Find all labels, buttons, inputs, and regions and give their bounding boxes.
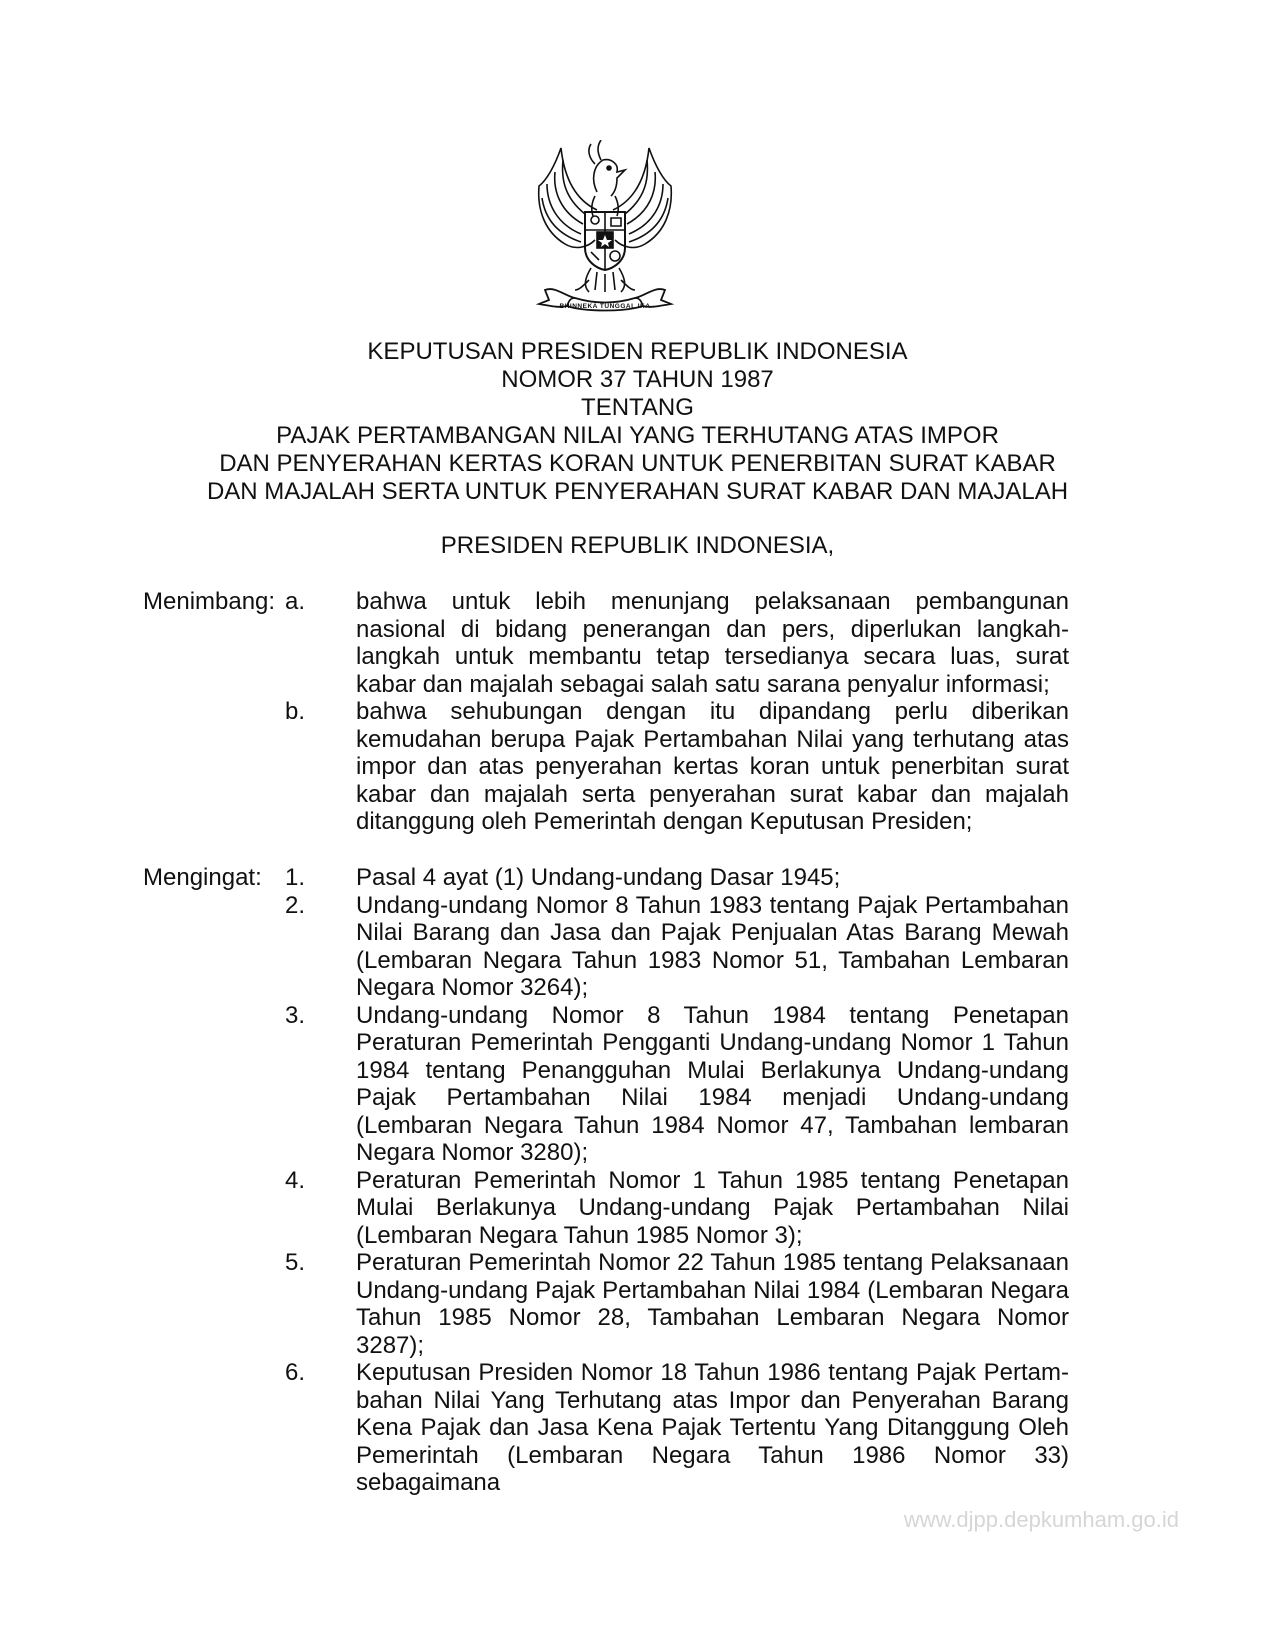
item-number: 1. bbox=[285, 864, 306, 891]
title-line-4: PAJAK PERTAMBANGAN NILAI YANG TERHUTANG ATAS IMPOR bbox=[276, 422, 999, 449]
item-text: Pasal 4 ayat (1) Undang-undang Dasar 1945; bbox=[356, 864, 841, 891]
title-line-2: NOMOR 37 TAHUN 1987 bbox=[501, 366, 774, 393]
item-text: bahwa untuk lebih menunjang pelaksanaan pembangunan nasional di bidang penerangan dan pers, diperlukan langkah-langkah untuk membantu tetap tersedianya secara luas, surat kabar dan majalah sebagai salah satu sarana penyalur informasi; bbox=[356, 588, 1069, 698]
list-item bbox=[143, 892, 1143, 1002]
item-number: 2. bbox=[285, 891, 306, 919]
title-line-5: DAN PENYERAHAN KERTAS KORAN UNTUK PENERBITAN SURAT KABAR bbox=[219, 450, 1056, 477]
item-number: 4. bbox=[285, 1166, 306, 1194]
item-text: Peraturan Pemerintah Nomor 1 Tahun 1985 tentang Penetapan Mulai Berlakunya Undang-undang Pajak Pertambahan Nilai (Lembaran Negara Tahun 1985 Nomor 3); bbox=[356, 1166, 1069, 1249]
list-item bbox=[143, 1249, 1143, 1359]
list-item bbox=[143, 864, 1143, 892]
watermark-url: www.djpp.depkumham.go.id bbox=[903, 1507, 1179, 1532]
item-number: 6. bbox=[285, 1359, 306, 1386]
menimbang-label: Menimbang: bbox=[143, 588, 276, 615]
item-text: Peraturan Pemerintah Nomor 22 Tahun 1985 tentang Pelaksanaan Undang-undang Pajak Pertambahan Nilai 1984 (Lembaran Negara Tahun 1985 Nomor 28, Tambahan Lembaran Negara Nomor 3287); bbox=[356, 1249, 1069, 1359]
emblem-motto: BHINNEKA TUNGGAL IKA bbox=[559, 303, 651, 310]
title-line-6: DAN MAJALAH SERTA UNTUK PENYERAHAN SURAT KABAR DAN MAJALAH bbox=[206, 478, 1069, 505]
item-text: Undang-undang Nomor 8 Tahun 1983 tentang Pajak Pertambahan Nilai Barang dan Jasa dan Pajak Penjualan Atas Barang Mewah (Lembaran Negara Tahun 1983 Nomor 51, Tambahan Lembaran Negara Nomor 3264); bbox=[356, 891, 1069, 1001]
item-number: b. bbox=[285, 698, 306, 725]
item-number: 5. bbox=[285, 1249, 306, 1276]
mengingat-section bbox=[143, 864, 1143, 1497]
list-item bbox=[143, 588, 1143, 698]
list-item bbox=[143, 698, 1143, 836]
item-text: bahwa sehubungan dengan itu dipandang perlu diberikan kemudahan berupa Pajak Pertambahan Nilai yang terhutang atas impor dan atas penyerahan kertas koran untuk penerbitan surat kabar dan majalah serta penyerahan surat kabar dan majalah ditanggung oleh Pemerintah dengan Keputusan Presiden; bbox=[356, 698, 1069, 835]
mengingat-label: Mengingat: bbox=[143, 864, 262, 891]
list-item bbox=[143, 1167, 1143, 1250]
title-line-3: TENTANG bbox=[581, 394, 694, 421]
item-number: 3. bbox=[285, 1001, 306, 1029]
item-text: Undang-undang Nomor 8 Tahun 1984 tentang Penetapan Peraturan Pemerintah Pengganti Undang-undang Nomor 1 Tahun 1984 tentang Penangguhan Mulai Berlakunya Undang-undang Pajak Pertambahan Nilai 1984 menjadi Undang-undang (Lembaran Negara Tahun 1984 Nomor 47, Tambahan lembaran Negara Nomor 3280); bbox=[356, 1001, 1069, 1166]
item-number: a. bbox=[285, 588, 306, 615]
menimbang-section bbox=[143, 588, 1143, 836]
list-item bbox=[143, 1359, 1143, 1497]
list-item bbox=[143, 1002, 1143, 1167]
president-heading: PRESIDEN REPUBLIK INDONESIA, bbox=[440, 532, 835, 559]
item-text: Keputusan Presiden Nomor 18 Tahun 1986 tentang Pajak Pertam-bahan Nilai Yang Terhutang atas Impor dan Penyerahan Barang Kena Pajak dan Jasa Kena Pajak Tertentu Yang Ditanggung Oleh Pemerintah (Lembaran Negara Tahun 1986 Nomor 33) sebagaimana bbox=[356, 1359, 1069, 1496]
garuda-pancasila-emblem-icon bbox=[525, 140, 685, 315]
title-line-1: KEPUTUSAN PRESIDEN REPUBLIK INDONESIA bbox=[367, 338, 908, 365]
document-title bbox=[0, 338, 1275, 506]
